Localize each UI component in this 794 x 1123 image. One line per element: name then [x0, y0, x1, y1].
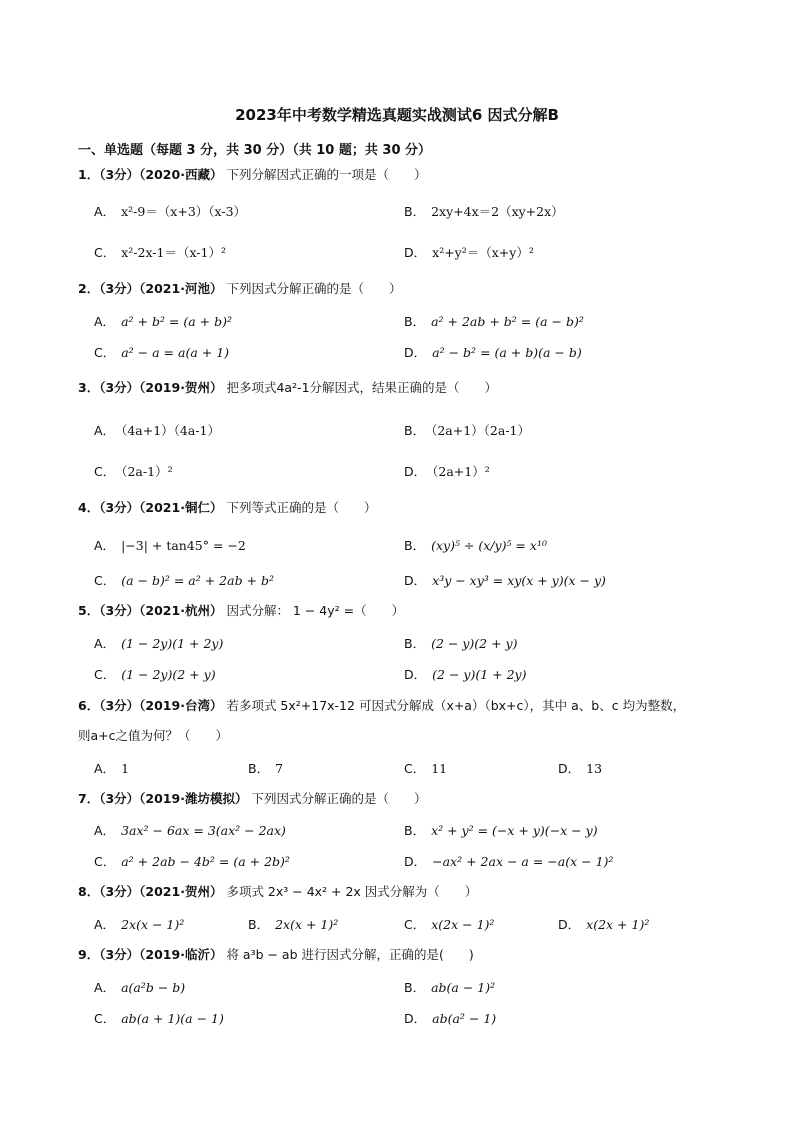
question-6	[78, 695, 734, 717]
option-b	[248, 759, 283, 777]
question-9	[78, 944, 734, 966]
option-c	[94, 1009, 224, 1027]
option-a	[94, 536, 246, 554]
option-text: （2a+1）²	[432, 464, 490, 479]
option-c	[404, 915, 494, 933]
question-8	[78, 881, 734, 903]
option-label: B．	[248, 917, 270, 932]
option-label: D．	[404, 854, 427, 869]
option-b	[404, 421, 530, 439]
question-3	[78, 377, 734, 399]
question-points: （3分）	[99, 791, 140, 806]
question-number: 4．	[78, 500, 100, 515]
option-text: (1 − 2y)(1 + 2y)	[121, 636, 224, 651]
option-d	[404, 243, 534, 261]
question-stem-continued: 则a+c之值为何？（ ）	[78, 728, 229, 743]
option-label: B．	[404, 204, 426, 219]
option-text: (1 − 2y)(2 + y)	[121, 667, 216, 682]
option-label: A．	[94, 423, 116, 438]
question-points: （3分）	[99, 281, 140, 296]
option-text: 2x(x + 1)²	[275, 917, 339, 932]
option-a	[94, 421, 220, 439]
option-text: 7	[275, 761, 284, 776]
option-text: 3ax² − 6ax = 3(ax² − 2ax)	[121, 823, 286, 838]
option-d	[404, 343, 582, 361]
option-text: ab(a − 1)²	[431, 980, 496, 995]
question-points: （3分）	[99, 380, 140, 395]
question-number: 7．	[78, 791, 100, 806]
option-b	[248, 915, 338, 933]
question-stem: 下列等式正确的是（ ）	[226, 500, 377, 515]
option-label: D．	[404, 667, 427, 682]
question-source: （2021·铜仁）	[139, 500, 223, 515]
option-b	[404, 978, 495, 996]
option-text: x² + y² = (−x + y)(−x − y)	[431, 823, 598, 838]
option-label: B．	[404, 980, 426, 995]
question-source: （2019·台湾）	[139, 698, 223, 713]
option-label: D．	[404, 573, 427, 588]
option-c	[94, 665, 216, 683]
option-d	[404, 852, 613, 870]
option-label: B．	[404, 823, 426, 838]
question-number: 3．	[78, 380, 100, 395]
option-label: A．	[94, 823, 116, 838]
option-a	[94, 202, 246, 220]
option-b	[404, 821, 598, 839]
option-c	[94, 852, 290, 870]
question-source: （2021·杭州）	[139, 603, 223, 618]
option-a	[94, 978, 185, 996]
option-label: D．	[404, 345, 427, 360]
option-label: B．	[404, 423, 426, 438]
option-text: x(2x − 1)²	[431, 917, 495, 932]
option-label: D．	[404, 464, 427, 479]
question-points: （3分）	[99, 603, 140, 618]
option-label: C．	[94, 464, 116, 479]
question-number: 1．	[78, 167, 100, 182]
page-title: 2023年中考数学精选真题实战测试6 因式分解B	[235, 106, 559, 124]
option-text: ab(a² − 1)	[432, 1011, 497, 1026]
question-stem: 因式分解： 1 − 4y² =（ ）	[226, 603, 405, 618]
option-a	[94, 759, 129, 777]
question-number: 2．	[78, 281, 100, 296]
option-text: (2 − y)(1 + 2y)	[432, 667, 527, 682]
option-label: A．	[94, 314, 116, 329]
option-d	[404, 1009, 496, 1027]
option-b	[404, 634, 517, 652]
option-label: D．	[404, 245, 427, 260]
question-points: （3分）	[99, 167, 140, 182]
option-label: A．	[94, 636, 116, 651]
option-c	[94, 462, 173, 480]
question-4	[78, 497, 734, 519]
option-text: (2 − y)(2 + y)	[431, 636, 518, 651]
question-number: 8．	[78, 884, 100, 899]
option-text: 11	[431, 761, 448, 776]
option-label: A．	[94, 204, 116, 219]
option-a	[94, 634, 223, 652]
option-label: D．	[404, 1011, 427, 1026]
option-text: a² − b² = (a + b)(a − b)	[432, 345, 582, 360]
question-points: （3分）	[99, 698, 140, 713]
question-number: 9．	[78, 947, 100, 962]
option-b	[404, 536, 547, 554]
option-label: A．	[94, 761, 116, 776]
question-source: （2021·贺州）	[139, 884, 223, 899]
option-label: A．	[94, 538, 116, 553]
question-stem: 将 a³b − ab 进行因式分解，正确的是( )	[226, 947, 474, 962]
option-b	[404, 202, 564, 220]
option-text: (xy)⁵ ÷ (x/y)⁵ = x¹⁰	[431, 538, 547, 553]
option-text: （2a+1）（2a-1）	[431, 423, 530, 438]
option-label: C．	[94, 573, 116, 588]
option-text: 2xy+4x＝2（xy+2x）	[431, 204, 564, 219]
option-d	[558, 759, 602, 777]
option-text: ab(a + 1)(a − 1)	[121, 1011, 224, 1026]
question-source: （2021·河池）	[139, 281, 223, 296]
option-d	[404, 665, 526, 683]
option-label: D．	[558, 917, 581, 932]
option-text: (a − b)² = a² + 2ab + b²	[121, 573, 275, 588]
option-label: C．	[404, 761, 426, 776]
question-5	[78, 600, 734, 622]
question-source: （2020·西藏）	[139, 167, 223, 182]
option-text: （4a+1）（4a-1）	[121, 423, 220, 438]
option-a	[94, 915, 184, 933]
option-c	[404, 759, 447, 777]
question-number: 6．	[78, 698, 100, 713]
option-label: B．	[404, 314, 426, 329]
option-label: C．	[404, 917, 426, 932]
option-d	[404, 462, 490, 480]
option-label: C．	[94, 245, 116, 260]
option-text: a² + 2ab + b² = (a − b)²	[431, 314, 584, 329]
question-stem: 下列因式分解正确的是（ ）	[251, 791, 427, 806]
option-text: |−3| + tan45° = −2	[121, 538, 246, 553]
option-label: C．	[94, 345, 116, 360]
question-7	[78, 788, 734, 810]
option-label: C．	[94, 667, 116, 682]
option-text: a² + b² = (a + b)²	[121, 314, 233, 329]
option-label: B．	[404, 538, 426, 553]
option-text: x³y − xy³ = xy(x + y)(x − y)	[432, 573, 606, 588]
option-text: 2x(x − 1)²	[121, 917, 185, 932]
option-text: −ax² + 2ax − a = −a(x − 1)²	[432, 854, 614, 869]
option-text: 13	[586, 761, 603, 776]
option-text: （2a-1）²	[121, 464, 173, 479]
option-c	[94, 243, 226, 261]
option-b	[404, 312, 584, 330]
question-number: 5．	[78, 603, 100, 618]
option-label: C．	[94, 1011, 116, 1026]
option-a	[94, 312, 232, 330]
question-stem: 下列分解因式正确的一项是（ ）	[226, 167, 427, 182]
question-points: （3分）	[99, 947, 140, 962]
option-label: C．	[94, 854, 116, 869]
option-label: A．	[94, 980, 116, 995]
option-label: A．	[94, 917, 116, 932]
option-text: x²+y²＝（x+y）²	[432, 245, 534, 260]
option-c	[94, 343, 229, 361]
option-a	[94, 821, 286, 839]
question-source: （2019·贺州）	[139, 380, 223, 395]
option-label: D．	[558, 761, 581, 776]
option-c	[94, 571, 274, 589]
question-2	[78, 278, 734, 300]
option-text: a² − a = a(a + 1)	[121, 345, 230, 360]
question-stem: 把多项式4a²-1分解因式，结果正确的是（ ）	[226, 380, 498, 395]
option-text: x²-9＝（x+3）（x-3）	[121, 204, 247, 219]
option-text: 1	[121, 761, 130, 776]
question-stem: 若多项式 5x²+17x-12 可因式分解成（x+a）（bx+c），其中 a、b、c 均为整数，	[226, 698, 686, 713]
question-1	[78, 164, 734, 186]
option-text: a² + 2ab − 4b² = (a + 2b)²	[121, 854, 290, 869]
question-points: （3分）	[99, 500, 140, 515]
option-text: x²-2x-1＝（x-1）²	[121, 245, 226, 260]
option-d	[558, 915, 649, 933]
option-d	[404, 571, 606, 589]
option-label: B．	[248, 761, 270, 776]
question-stem: 下列因式分解正确的是（ ）	[226, 281, 402, 296]
option-label: B．	[404, 636, 426, 651]
section-heading: 一、单选题（每题 3 分，共 30 分）（共 10 题；共 30 分）	[78, 143, 432, 158]
question-points: （3分）	[99, 884, 140, 899]
question-source: （2019·临沂）	[139, 947, 223, 962]
question-source: （2019·潍坊模拟）	[139, 791, 248, 806]
option-text: x(2x + 1)²	[586, 917, 650, 932]
question-stem: 多项式 2x³ − 4x² + 2x 因式分解为（ ）	[226, 884, 478, 899]
option-text: a(a²b − b)	[121, 980, 186, 995]
